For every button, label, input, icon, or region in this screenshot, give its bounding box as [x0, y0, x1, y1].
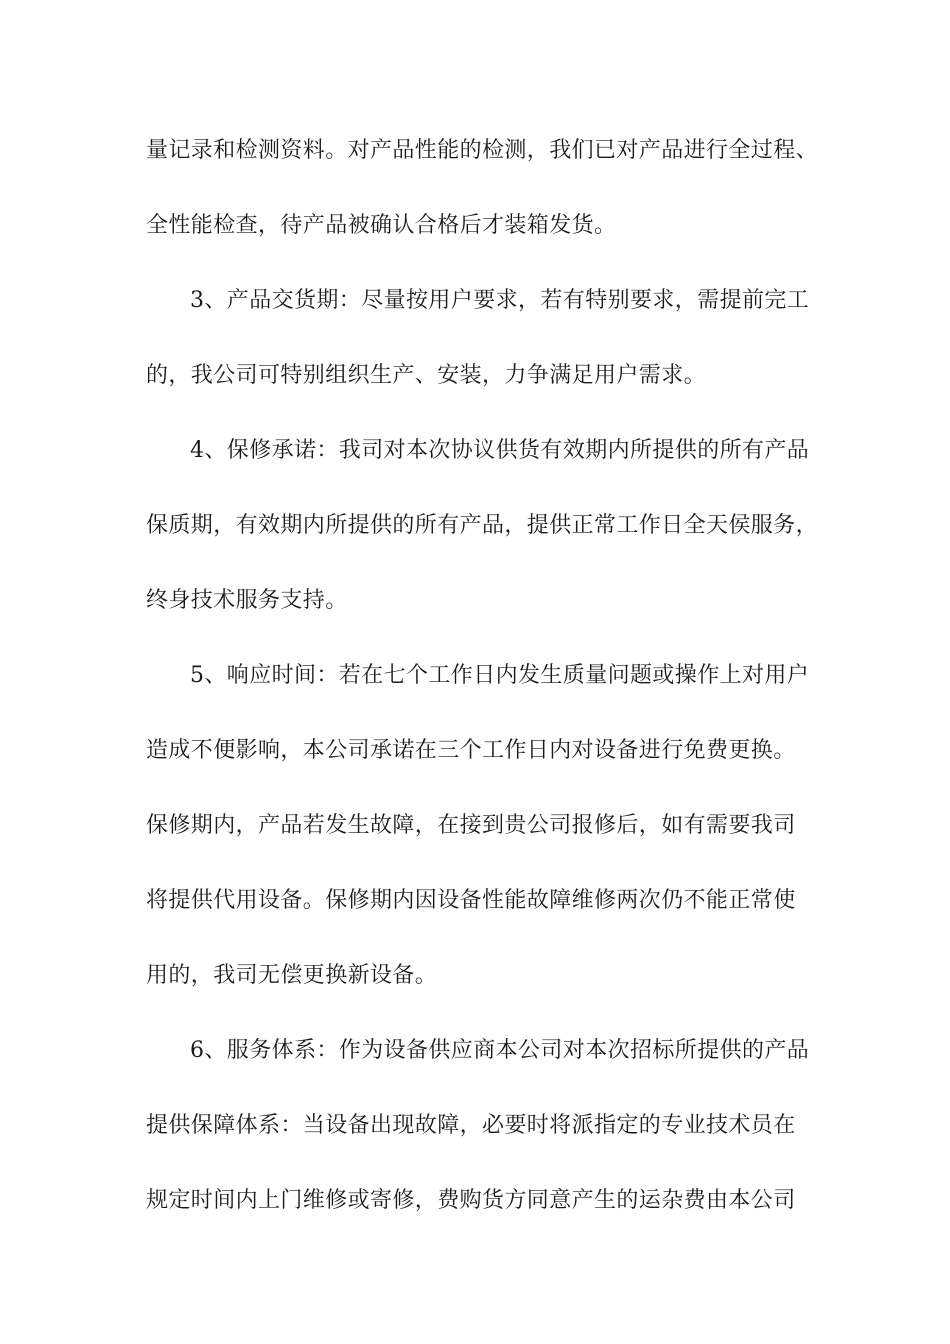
paragraph-3-start: 3、产品交货期：尽量按用户要求，若有特别要求，需提前完工: [190, 288, 810, 313]
text-line: 全性能检查，待产品被确认合格后才装箱发货。: [146, 213, 617, 238]
text-line: 用的，我司无偿更换新设备。: [146, 963, 438, 988]
paragraph-6-start: 6、服务体系：作为设备供应商本公司对本次招标所提供的产品: [190, 1038, 810, 1063]
paragraph-4-start: 4、保修承诺：我司对本次协议供货有效期内所提供的所有产品: [190, 438, 810, 463]
text-line: 保质期，有效期内所提供的所有产品，提供正常工作日全天侯服务，: [146, 513, 819, 538]
text-line: 的，我公司可特别组织生产、安装，力争满足用户需求。: [146, 363, 707, 388]
text-line: 量记录和检测资料。对产品性能的检测，我们已对产品进行全过程、: [146, 138, 819, 163]
text-line: 终身技术服务支持。: [146, 588, 348, 613]
text-line: 规定时间内上门维修或寄修，费购货方同意产生的运杂费由本公司: [146, 1188, 796, 1213]
text-line: 保修期内，产品若发生故障，在接到贵公司报修后，如有需要我司: [146, 813, 796, 838]
paragraph-5-start: 5、响应时间：若在七个工作日内发生质量问题或操作上对用户: [190, 663, 810, 688]
text-line: 提供保障体系：当设备出现故障，必要时将派指定的专业技术员在: [146, 1113, 796, 1138]
text-line: 造成不便影响，本公司承诺在三个工作日内对设备进行免费更换。: [146, 738, 796, 763]
text-line: 将提供代用设备。保修期内因设备性能故障维修两次仍不能正常使: [146, 888, 796, 913]
